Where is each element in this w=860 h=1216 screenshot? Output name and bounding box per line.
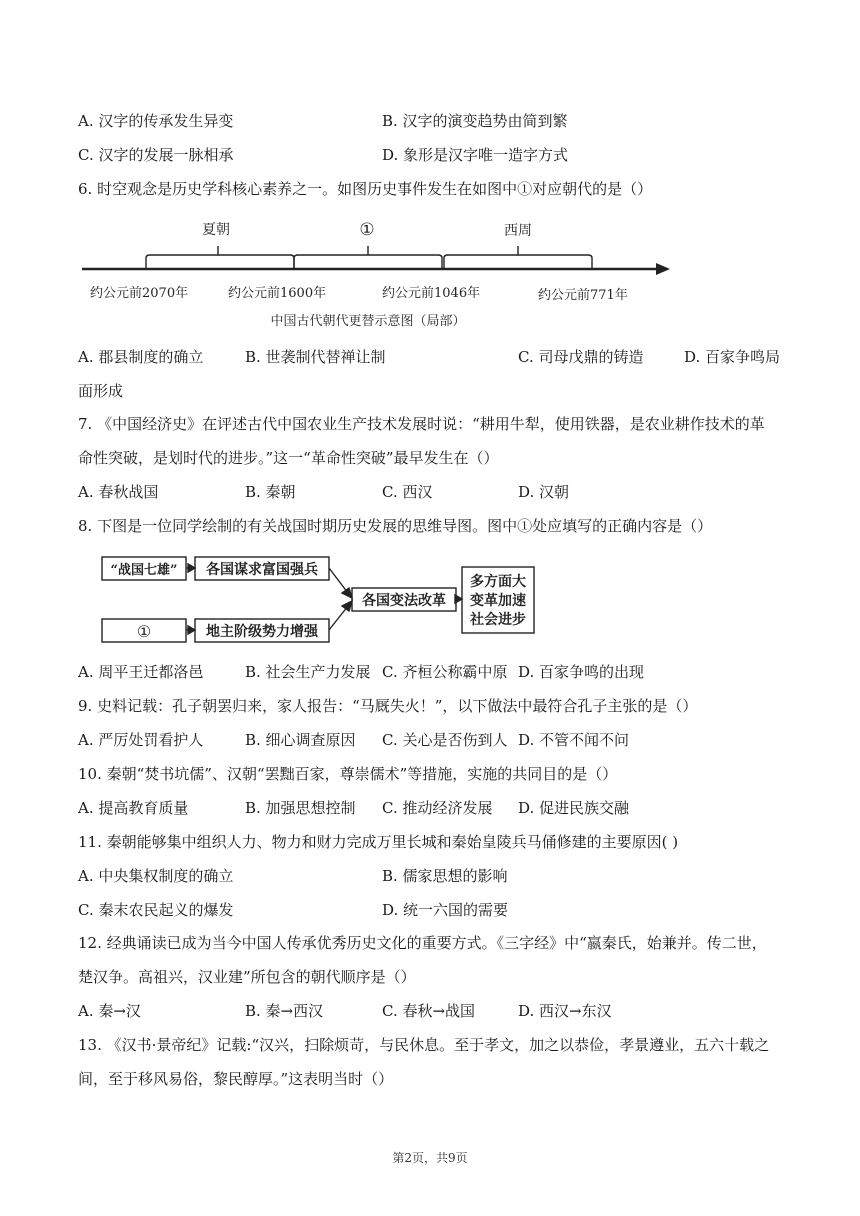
- map-label-result-1: 多方面大: [470, 574, 526, 590]
- map-arrow-5-icon: [455, 595, 462, 603]
- q5-option-d: D. 象形是汉字唯一造字方式: [382, 146, 569, 164]
- q7-stem-line-2: 命性突破，是划时代的进步。”这一“革命性突破”最早发生在（）: [78, 449, 499, 467]
- q5-option-b: B. 汉字的演变趋势由简到繁: [382, 112, 568, 130]
- q6-stem: 6. 时空观念是历史学科核心素养之一。如图历史事件发生在如图中①对应朝代的是（）: [78, 180, 653, 198]
- bracket-xia: [146, 255, 294, 269]
- q7-option-c: C. 西汉: [382, 483, 433, 501]
- q12-stem-line-2: 楚汉争。高祖兴，汉业建”所包含的朝代顺序是（）: [78, 968, 416, 986]
- map-label-wealth: 各国谋求富国强兵: [206, 562, 318, 578]
- date-771: 约公元前771年: [538, 288, 628, 303]
- period-1-marker: ①: [359, 220, 375, 240]
- map-arrow-2-icon: [188, 626, 195, 634]
- q9-option-c: C. 关心是否伤到人: [382, 731, 508, 749]
- date-1046: 约公元前1046年: [382, 286, 481, 301]
- q13-stem-line-2: 间，至于移风易俗，黎民醇厚。”这表明当时（）: [78, 1070, 394, 1088]
- map-label-landlord: 地主阶级势力增强: [206, 624, 318, 640]
- q11-stem: 11. 秦朝能够集中组织人力、物力和财力完成万里长城和秦始皇陵兵马俑修建的主要原因( ): [78, 833, 679, 851]
- bracket-xizhou: [444, 255, 592, 269]
- q6-timeline-figure: [78, 212, 678, 337]
- date-1600: 约公元前1600年: [228, 286, 327, 301]
- map-arrow-1-icon: [188, 564, 195, 572]
- q12-option-b: B. 秦→西汉: [245, 1002, 324, 1020]
- timeline-arrow-icon: [656, 263, 670, 275]
- q12-stem-line-1: 12. 经典诵读已成为当今中国人传承优秀历史文化的重要方式。《三字经》中“嬴秦氏，始兼并。传二世，: [78, 934, 767, 952]
- map-label-result-3: 社会进步: [470, 612, 526, 628]
- q8-option-c: C. 齐桓公称霸中原: [382, 663, 508, 681]
- map-label-blank-1: ①: [136, 622, 152, 641]
- q10-stem: 10. 秦朝“焚书坑儒”、汉朝“罢黜百家，尊崇儒术”等措施，实施的共同目的是（）: [78, 765, 618, 783]
- q8-option-b: B. 社会生产力发展: [245, 663, 371, 681]
- map-label-result-2: 变革加速: [470, 593, 526, 609]
- q7-option-b: B. 秦朝: [245, 483, 296, 501]
- q11-option-a: A. 中央集权制度的确立: [78, 867, 234, 885]
- q5-option-a: A. 汉字的传承发生异变: [78, 112, 234, 130]
- map-label-warring-states: “战国七雄”: [110, 563, 178, 578]
- q6-option-a: A. 郡县制度的确立: [78, 348, 204, 366]
- q8-option-a: A. 周平王迁都洛邑: [78, 663, 204, 681]
- q12-option-d: D. 西汉→东汉: [518, 1002, 612, 1020]
- map-arrow-4-icon: [342, 601, 352, 611]
- period-xia: 夏朝: [202, 222, 230, 238]
- q11-option-d: D. 统一六国的需要: [382, 901, 509, 919]
- page-footer: 第2页，共9页: [392, 1151, 468, 1165]
- q10-option-a: A. 提高教育质量: [78, 799, 189, 817]
- q7-stem-line-1: 7. 《中国经济史》在评述古代中国农业生产技术发展时说：“耕用牛犁，使用铁器，是农业耕作技术的革: [78, 415, 765, 433]
- date-2070: 约公元前2070年: [90, 286, 189, 301]
- q9-stem: 9. 史料记载：孔子朝罢归来，家人报告：“马厩失火！”，以下做法中最符合孔子主张的是（）: [78, 697, 698, 715]
- q10-option-d: D. 促进民族交融: [518, 799, 630, 817]
- q5-option-c: C. 汉字的发展一脉相承: [78, 146, 234, 164]
- q8-option-d: D. 百家争鸣的出现: [518, 663, 645, 681]
- q9-option-a: A. 严厉处罚看护人: [78, 731, 204, 749]
- q11-option-b: B. 儒家思想的影响: [382, 867, 508, 885]
- map-label-reform: 各国变法改革: [362, 593, 446, 609]
- bracket-period-2: [294, 255, 442, 269]
- period-xizhou: 西周: [504, 223, 532, 239]
- q8-mind-map-figure: [96, 548, 546, 648]
- q6-option-d: D. 百家争鸣局: [684, 348, 781, 366]
- q6-option-b: B. 世袭制代替禅让制: [245, 348, 386, 366]
- q6-option-d-continued: 面形成: [78, 382, 124, 400]
- map-arrow-3-icon: [342, 588, 352, 598]
- q13-stem-line-1: 13. 《汉书·景帝纪》记载:“汉兴，扫除烦苛，与民休息。至于孝文，加之以恭俭，孝景遵业，五六十载之: [78, 1036, 770, 1054]
- q6-option-c: C. 司母戊鼎的铸造: [518, 348, 644, 366]
- q7-option-d: D. 汉朝: [518, 483, 570, 501]
- q10-option-c: C. 推动经济发展: [382, 799, 493, 817]
- q8-stem: 8. 下图是一位同学绘制的有关战国时期历史发展的思维导图。图中①处应填写的正确内容是（）: [78, 517, 713, 535]
- q12-option-c: C. 春秋→战国: [382, 1002, 476, 1020]
- timeline-caption: 中国古代朝代更替示意图（局部）: [270, 314, 466, 329]
- q9-option-b: B. 细心调查原因: [245, 731, 356, 749]
- q7-option-a: A. 春秋战国: [78, 483, 159, 501]
- q10-option-b: B. 加强思想控制: [245, 799, 356, 817]
- q11-option-c: C. 秦末农民起义的爆发: [78, 901, 234, 919]
- q12-option-a: A. 秦→汉: [78, 1002, 141, 1020]
- q9-option-d: D. 不管不闻不问: [518, 731, 630, 749]
